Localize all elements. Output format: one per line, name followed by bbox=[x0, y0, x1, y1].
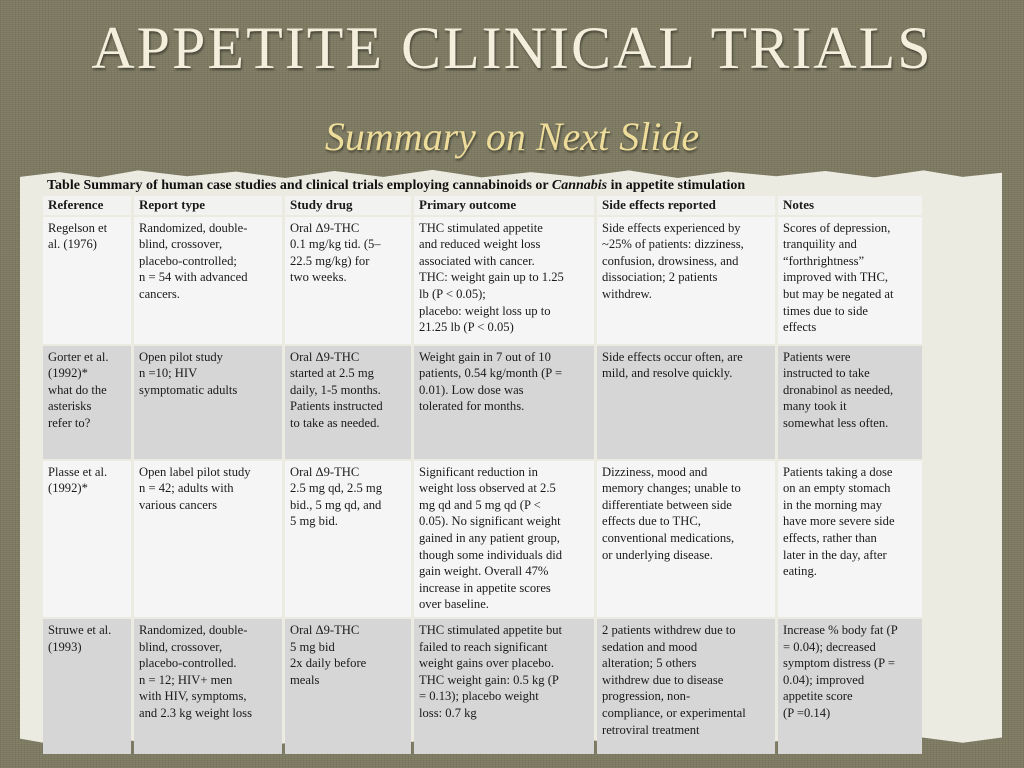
cell-line: Gorter et al. bbox=[48, 349, 109, 364]
cell-line: Increase % body fat (P bbox=[783, 622, 898, 637]
cell-line: effects bbox=[783, 320, 817, 335]
cell-line: (1992)* bbox=[48, 481, 88, 496]
cell-line: increase in appetite scores bbox=[419, 580, 551, 595]
header-primary-outcome: Primary outcome bbox=[414, 196, 594, 215]
cell-notes bbox=[778, 217, 922, 344]
cell-line: or underlying disease. bbox=[602, 547, 713, 562]
cell-line: Randomized, double- bbox=[139, 220, 248, 235]
cell-report-type bbox=[134, 217, 282, 344]
table-caption-tail: in appetite stimulation bbox=[607, 178, 746, 193]
cell-report-type bbox=[134, 619, 282, 754]
cell-line: = 0.13); placebo weight bbox=[419, 689, 539, 704]
cell-line: confusion, drowsiness, and bbox=[602, 253, 739, 268]
cell-line: on an empty stomach bbox=[783, 481, 891, 496]
cell-line: dissociation; 2 patients bbox=[602, 270, 718, 285]
cell-line: Struwe et al. bbox=[48, 622, 112, 637]
cell-line: differentiate between side bbox=[602, 497, 732, 512]
cell-line: (P =0.14) bbox=[783, 705, 831, 720]
table-body bbox=[43, 217, 922, 754]
cell-line: appetite score bbox=[783, 689, 853, 704]
cell-line: 0.1 mg/kg tid. (5– bbox=[290, 237, 381, 252]
cell-line: though some individuals did bbox=[419, 547, 563, 562]
cell-line: n = 54 with advanced bbox=[139, 270, 248, 285]
cell-line: Side effects occur often, are bbox=[602, 349, 743, 364]
cell-line: weight gains over placebo. bbox=[419, 656, 554, 671]
table-row bbox=[43, 346, 922, 459]
cell-line: conventional medications, bbox=[602, 530, 735, 545]
cell-line: Scores of depression, bbox=[783, 220, 891, 235]
cell-line: to take as needed. bbox=[290, 415, 380, 430]
cell-line: 5 mg bid. bbox=[290, 514, 338, 529]
cell-study-drug bbox=[285, 619, 411, 754]
header-reference: Reference bbox=[43, 196, 131, 215]
cell-line: 5 mg bid bbox=[290, 639, 335, 654]
cell-line: THC stimulated appetite bbox=[419, 220, 543, 235]
cell-line: mild, and resolve quickly. bbox=[602, 366, 733, 381]
cell-line: refer to? bbox=[48, 415, 91, 430]
cell-line: Oral Δ9-THC bbox=[290, 349, 360, 364]
cell-line: instructed to take bbox=[783, 366, 870, 381]
cell-line: and reduced weight loss bbox=[419, 237, 541, 252]
cell-line: effects, rather than bbox=[783, 530, 877, 545]
cell-line: Significant reduction in bbox=[419, 464, 538, 479]
cell-line: gain weight. Overall 47% bbox=[419, 564, 549, 579]
cell-line: Weight gain in 7 out of 10 bbox=[419, 349, 551, 364]
cell-line: (1993) bbox=[48, 639, 82, 654]
cell-line: with HIV, symptoms, bbox=[139, 689, 247, 704]
cell-line: alteration; 5 others bbox=[602, 656, 697, 671]
cell-notes bbox=[778, 346, 922, 459]
cell-line: lb (P < 0.05); bbox=[419, 286, 486, 301]
cell-line: THC weight gain: 0.5 kg (P bbox=[419, 672, 559, 687]
cell-line: symptomatic adults bbox=[139, 382, 238, 397]
cell-line: later in the day, after bbox=[783, 547, 887, 562]
cell-study-drug bbox=[285, 346, 411, 459]
cell-line: n = 42; adults with bbox=[139, 481, 234, 496]
table-header-row bbox=[43, 196, 922, 215]
cell-line: associated with cancer. bbox=[419, 253, 535, 268]
cell-report-type bbox=[134, 461, 282, 617]
cell-line: Randomized, double- bbox=[139, 622, 248, 637]
cell-line: compliance, or experimental bbox=[602, 705, 746, 720]
cell-primary-outcome bbox=[414, 461, 594, 617]
cell-line: 0.01). Low dose was bbox=[419, 382, 524, 397]
cell-line: gained in any patient group, bbox=[419, 530, 560, 545]
cell-line: but may be negated at bbox=[783, 286, 894, 301]
cell-line: various cancers bbox=[139, 497, 217, 512]
cell-line: 2.5 mg qd, 2.5 mg bbox=[290, 481, 383, 496]
cell-line: what do the bbox=[48, 382, 107, 397]
cell-line: times due to side bbox=[783, 303, 868, 318]
cell-line: = 0.04); decreased bbox=[783, 639, 876, 654]
cell-line: al. (1976) bbox=[48, 237, 97, 252]
cell-line: daily, 1-5 months. bbox=[290, 382, 381, 397]
table-caption-italic: Cannabis bbox=[551, 178, 608, 193]
cell-line: placebo: weight loss up to bbox=[419, 303, 551, 318]
cell-line: cancers. bbox=[139, 286, 180, 301]
cell-line: 2x daily before bbox=[290, 656, 367, 671]
cell-line: two weeks. bbox=[290, 270, 347, 285]
table-caption-text: Table Summary of human case studies and clinical trials employing cannabinoids or bbox=[47, 178, 552, 193]
cell-line: Oral Δ9-THC bbox=[290, 220, 360, 235]
cell-line: Patients were bbox=[783, 349, 851, 364]
cell-line: (1992)* bbox=[48, 366, 88, 381]
cell-line: tranquility and bbox=[783, 237, 857, 252]
cell-line: many took it bbox=[783, 399, 847, 414]
cell-line: withdrew due to disease bbox=[602, 672, 724, 687]
cell-study-drug bbox=[285, 461, 411, 617]
cell-side-effects bbox=[597, 461, 775, 617]
cell-notes bbox=[778, 619, 922, 754]
cell-line: meals bbox=[290, 672, 320, 687]
cell-line: Side effects experienced by bbox=[602, 220, 741, 235]
cell-line: n =10; HIV bbox=[139, 366, 198, 381]
cell-line: and 2.3 kg weight loss bbox=[139, 705, 252, 720]
header-side-effects: Side effects reported bbox=[597, 196, 775, 215]
cell-line: improved with THC, bbox=[783, 270, 889, 285]
cell-line: 22.5 mg/kg) for bbox=[290, 253, 370, 268]
cell-line: over baseline. bbox=[419, 597, 489, 612]
cell-line: 21.25 lb (P < 0.05) bbox=[419, 320, 514, 335]
cell-line: THC: weight gain up to 1.25 bbox=[419, 270, 564, 285]
cell-line: somewhat less often. bbox=[783, 415, 889, 430]
cell-line: tolerated for months. bbox=[419, 399, 525, 414]
header-report-type: Report type bbox=[134, 196, 282, 215]
cell-side-effects bbox=[597, 619, 775, 754]
cell-line: memory changes; unable to bbox=[602, 481, 741, 496]
cell-line: placebo-controlled; bbox=[139, 253, 237, 268]
table-row bbox=[43, 461, 922, 617]
cell-line: loss: 0.7 kg bbox=[419, 705, 477, 720]
cell-side-effects bbox=[597, 346, 775, 459]
cell-side-effects bbox=[597, 217, 775, 344]
header-notes: Notes bbox=[778, 196, 922, 215]
cell-line: failed to reach significant bbox=[419, 639, 548, 654]
cell-line: Plasse et al. bbox=[48, 464, 108, 479]
cell-line: asterisks bbox=[48, 399, 92, 414]
cell-line: in the morning may bbox=[783, 497, 882, 512]
cell-line: n = 12; HIV+ men bbox=[139, 672, 233, 687]
cell-reference bbox=[43, 461, 131, 617]
cell-notes bbox=[778, 461, 922, 617]
cell-primary-outcome bbox=[414, 217, 594, 344]
cell-line: bid., 5 mg qd, and bbox=[290, 497, 382, 512]
cell-line: patients, 0.54 kg/month (P = bbox=[419, 366, 563, 381]
cell-study-drug bbox=[285, 217, 411, 344]
cell-reference bbox=[43, 346, 131, 459]
header-study-drug: Study drug bbox=[285, 196, 411, 215]
cell-line: eating. bbox=[783, 564, 817, 579]
cell-line: sedation and mood bbox=[602, 639, 698, 654]
cell-line: placebo-controlled. bbox=[139, 656, 237, 671]
cell-reference bbox=[43, 619, 131, 754]
cell-primary-outcome bbox=[414, 619, 594, 754]
cell-report-type bbox=[134, 346, 282, 459]
cell-line: 0.04); improved bbox=[783, 672, 865, 687]
cell-line: Open label pilot study bbox=[139, 464, 251, 479]
cell-line: Dizziness, mood and bbox=[602, 464, 708, 479]
table-row bbox=[43, 619, 922, 754]
cell-line: Patients taking a dose bbox=[783, 464, 893, 479]
cell-line: effects due to THC, bbox=[602, 514, 701, 529]
trials-table bbox=[40, 194, 925, 756]
cell-line: progression, non- bbox=[602, 689, 691, 704]
cell-line: blind, crossover, bbox=[139, 639, 223, 654]
slide-subtitle: Summary on Next Slide bbox=[324, 114, 700, 159]
cell-line: mg qd and 5 mg qd (P < bbox=[419, 497, 541, 512]
cell-primary-outcome bbox=[414, 346, 594, 459]
cell-line: THC stimulated appetite but bbox=[419, 622, 563, 637]
cell-line: symptom distress (P = bbox=[783, 656, 895, 671]
cell-line: started at 2.5 mg bbox=[290, 366, 374, 381]
cell-line: weight loss observed at 2.5 bbox=[419, 481, 556, 496]
cell-line: Oral Δ9-THC bbox=[290, 464, 360, 479]
cell-line: ~25% of patients: dizziness, bbox=[602, 237, 744, 252]
cell-line: 2 patients withdrew due to bbox=[602, 622, 736, 637]
table-row bbox=[43, 217, 922, 344]
cell-line: Open pilot study bbox=[139, 349, 223, 364]
slide-title: APPETITE CLINICAL TRIALS bbox=[91, 15, 933, 81]
cell-line: have more severe side bbox=[783, 514, 895, 529]
cell-line: “forthrightness” bbox=[783, 253, 865, 268]
cell-line: Regelson et bbox=[48, 220, 108, 235]
cell-line: 0.05). No significant weight bbox=[419, 514, 561, 529]
cell-line: blind, crossover, bbox=[139, 237, 223, 252]
cell-line: withdrew. bbox=[602, 286, 652, 301]
cell-line: Oral Δ9-THC bbox=[290, 622, 360, 637]
cell-reference bbox=[43, 217, 131, 344]
table-caption bbox=[47, 178, 947, 194]
cell-line: Patients instructed bbox=[290, 399, 383, 414]
cell-line: dronabinol as needed, bbox=[783, 382, 894, 397]
cell-line: retroviral treatment bbox=[602, 722, 700, 737]
